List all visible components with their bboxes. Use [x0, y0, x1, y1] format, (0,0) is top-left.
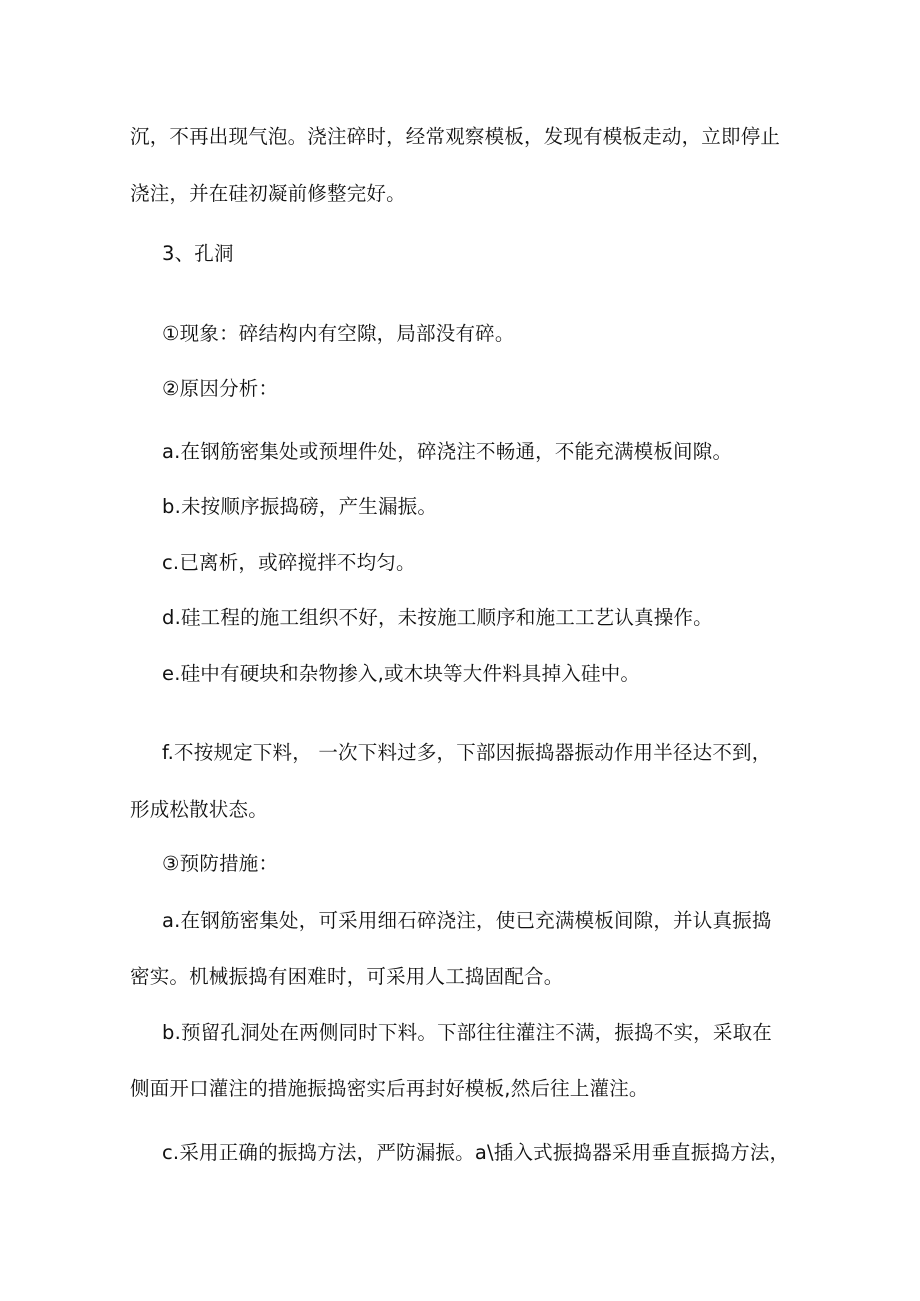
- list-item: f.不按规定下料， 一次下料过多，下部因振捣器振动作用半径达不到，: [162, 741, 772, 764]
- list-item: a.在钢筋密集处，可采用细石碎浇注，使已充满模板间隙，并认真振捣: [162, 909, 772, 932]
- text-line: 浇注，并在硅初凝前修整完好。: [130, 182, 406, 205]
- text-line: 侧面开口灌注的措施振捣密实后再封好模板,然后往上灌注。: [130, 1077, 649, 1100]
- list-item: b.预留孔洞处在两侧同时下料。下部往往灌注不满，振捣不实，采取在: [162, 1021, 772, 1044]
- text-line: ①现象：碎结构内有空隙，局部没有碎。: [162, 322, 515, 345]
- text-line: 沉，不再出现气泡。浇注碎时，经常观察模板，发现有模板走动，立即停止: [130, 125, 781, 148]
- text-line: ②原因分析：: [162, 377, 279, 400]
- list-item: e.硅中有硬块和杂物掺入,或木块等大件料具掉入硅中。: [162, 662, 641, 685]
- list-item: a.在钢筋密集处或预埋件处，碎浇注不畅通，不能充满模板间隙。: [162, 440, 733, 463]
- list-item: c.采用正确的振捣方法，严防漏振。a\插入式振捣器采用垂直振捣方法，: [162, 1141, 790, 1164]
- list-item: d.硅工程的施工组织不好，未按施工顺序和施工工艺认真操作。: [162, 606, 713, 629]
- text-line: 密实。机械振捣有困难时，可采用人工捣固配合。: [130, 965, 564, 988]
- text-line: 形成松散状态。: [130, 798, 268, 821]
- list-item: c.已离析，或碎搅拌不均匀。: [162, 551, 416, 574]
- section-heading: 3、孔洞: [162, 242, 234, 265]
- list-item: b.未按顺序振捣磅，产生漏振。: [162, 495, 438, 518]
- text-line: ③预防措施：: [162, 852, 279, 875]
